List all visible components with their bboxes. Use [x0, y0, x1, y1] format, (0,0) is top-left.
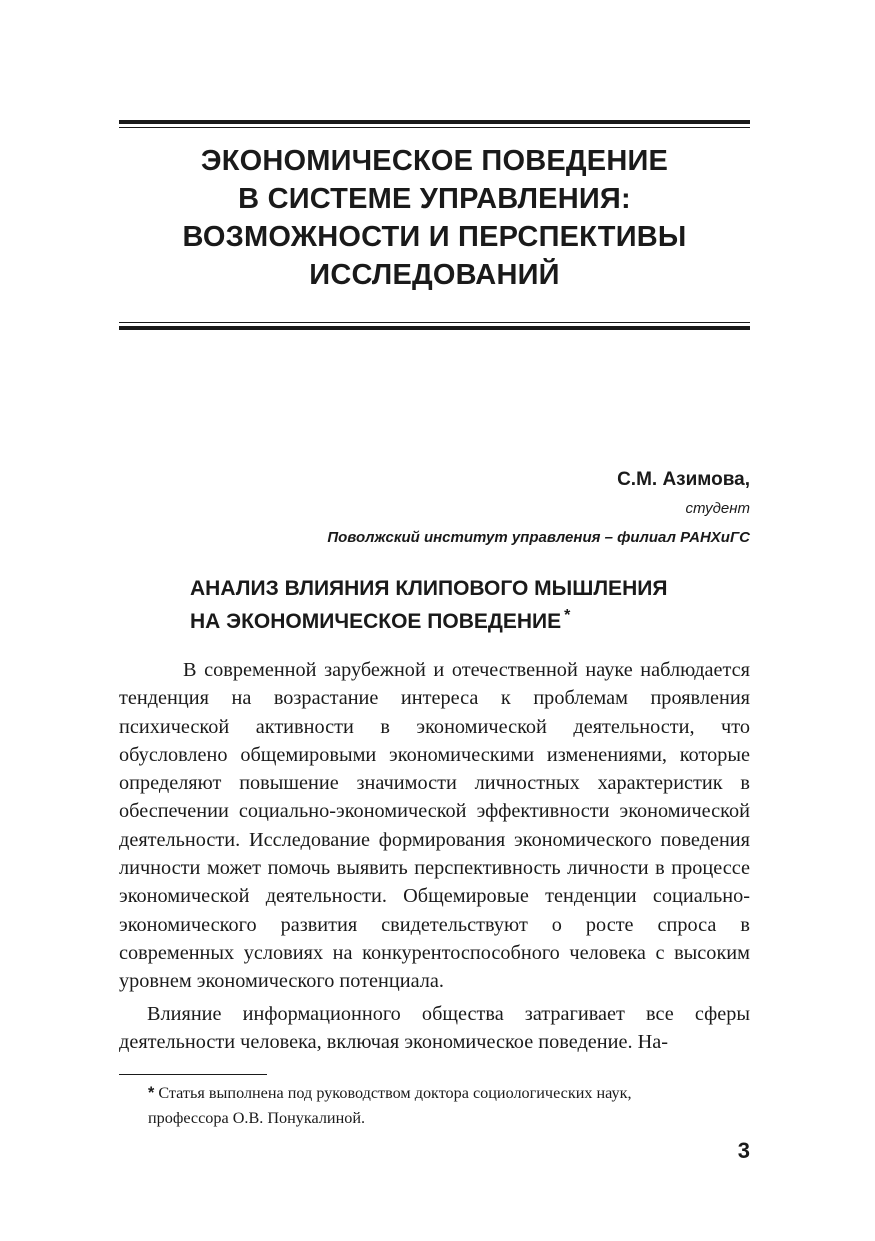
bottom-rule-thick [119, 326, 750, 330]
top-rule-thick [119, 120, 750, 124]
article-title-line-2: НА ЭКОНОМИЧЕСКОЕ ПОВЕДЕНИЕ [190, 610, 562, 633]
footnote-line-2: профессора О.В. Понукалиной. [148, 1109, 366, 1127]
section-title-line-2: В СИСТЕМЕ УПРАВЛЕНИЯ: [238, 183, 631, 215]
top-rule-thin [119, 127, 750, 128]
section-title [119, 142, 750, 294]
body-paragraph-2: Влияние информационного общества затрагивает все сферы деятельности человека, включая экономическое поведение. На- [119, 1002, 750, 1053]
footnote-separator [119, 1074, 267, 1075]
author-role: студент [685, 500, 750, 517]
bottom-rule-thin [119, 322, 750, 323]
footnote [148, 1081, 750, 1131]
section-title-line-3: ВОЗМОЖНОСТИ И ПЕРСПЕКТИВЫ [182, 221, 687, 253]
author-organization: Поволжский институт управления – филиал РАНХиГС [327, 529, 750, 546]
body-paragraph-1: В современной зарубежной и отечественной науке наблюдается тенденция на возрастание интереса к проблемам проявления психической активности в экономической деятельности, что обусловлено общемировыми экономическими изменениями, которые определяют повышение значимости личностных характеристик в обеспечении социально-экономической эффективности экономической деятельности. Исследование формирования экономического поведения личности может помочь выявить перспективность личности в процессе экономической деятельности. Общемировые тенденции социально-экономического развития свидетельствуют о росте спроса в современных условиях на конкурентоспособного человека с высоким уровнем экономического потенциала. [119, 659, 750, 993]
author-block [119, 466, 750, 552]
footnote-reference-mark: * [564, 607, 571, 624]
footnote-line-1: Статья выполнена под руководством доктора социологических наук, [158, 1084, 632, 1102]
author-name: С.М. Азимова, [617, 469, 750, 490]
article-title-line-1: АНАЛИЗ ВЛИЯНИЯ КЛИПОВОГО МЫШЛЕНИЯ [190, 577, 668, 600]
article-title [190, 572, 750, 640]
article-body [119, 656, 750, 1056]
section-title-line-4: ИССЛЕДОВАНИЙ [309, 259, 560, 291]
page-number: 3 [737, 1138, 750, 1163]
footnote-mark: * [148, 1084, 155, 1102]
section-title-line-1: ЭКОНОМИЧЕСКОЕ ПОВЕДЕНИЕ [200, 145, 669, 177]
